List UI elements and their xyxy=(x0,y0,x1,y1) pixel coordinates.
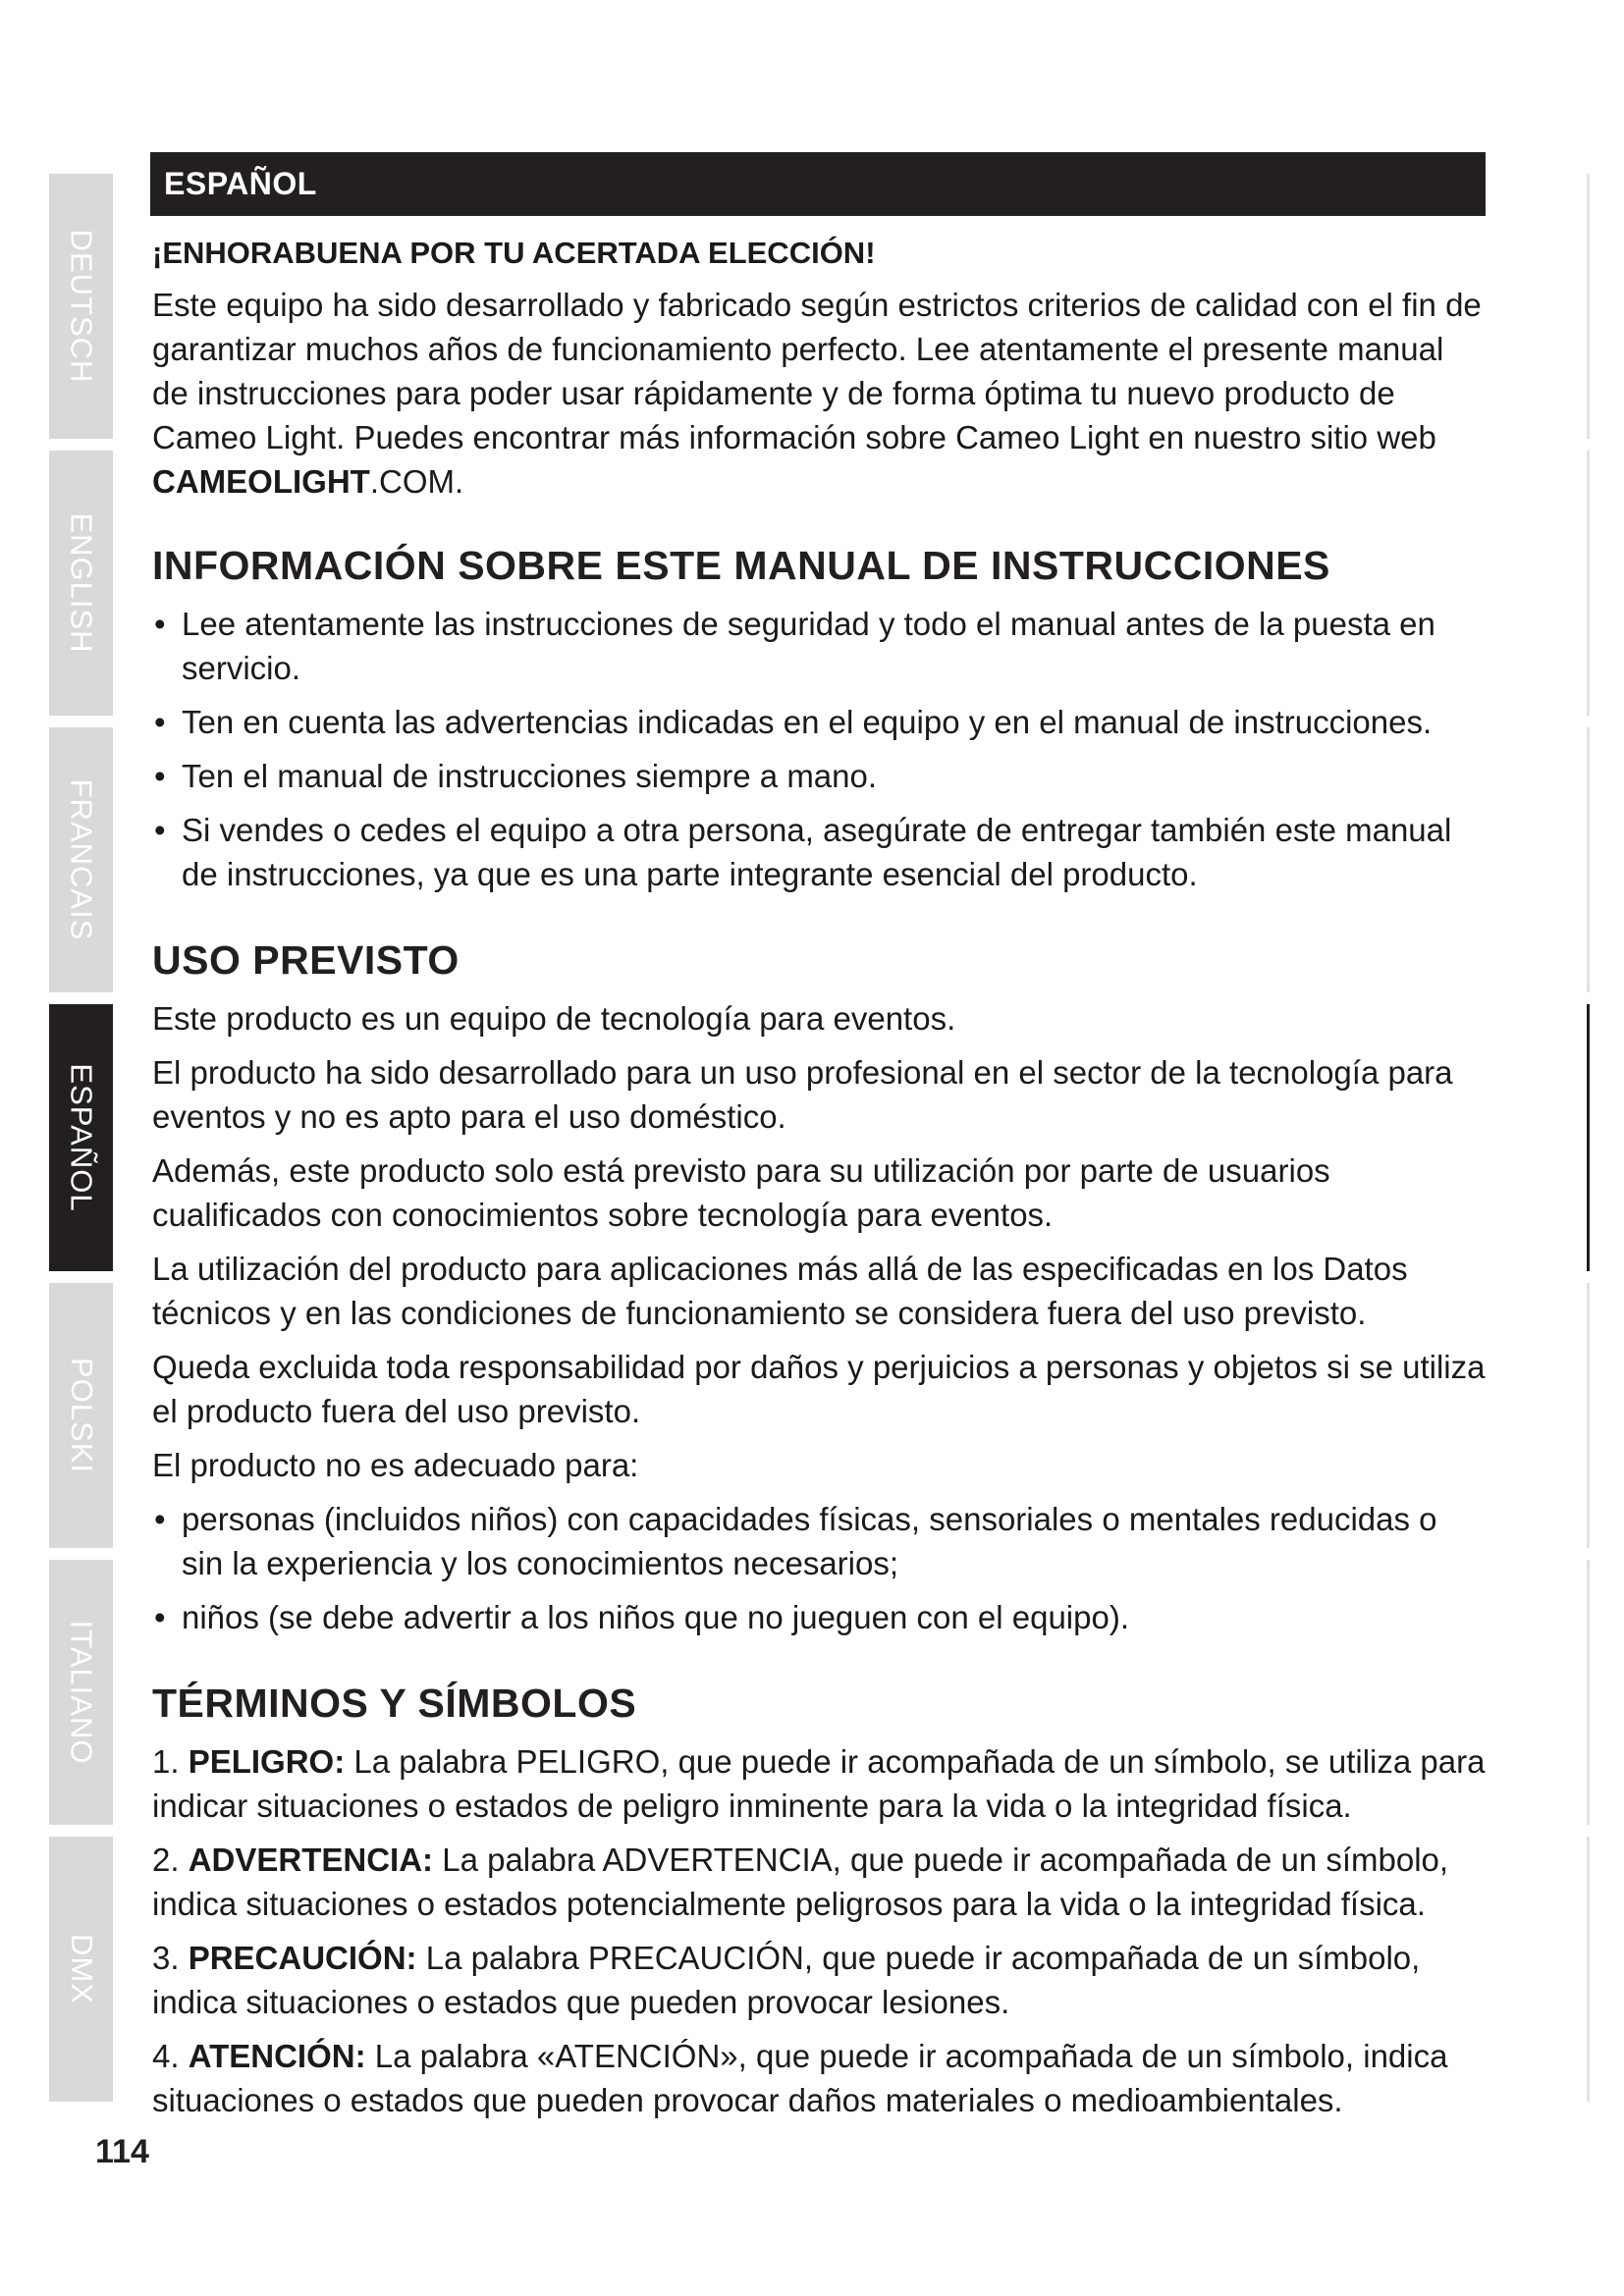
sidebar-tab-label: POLSKI xyxy=(64,1358,99,1473)
term-keyword: ADVERTENCIA: xyxy=(188,1842,434,1878)
sidebar-tab-english[interactable] xyxy=(49,451,113,716)
edge-marker xyxy=(1587,174,1590,439)
intended-use-paragraph: Además, este producto solo está previsto para su utilización por parte de usuarios cualificados con conocimientos sobre tecnología para eventos. xyxy=(152,1152,1330,1233)
sidebar-tab-label: DEUTSCH xyxy=(64,229,99,384)
edge-marker xyxy=(1587,1283,1590,1548)
sidebar-tab-francais[interactable] xyxy=(49,727,113,992)
intro-text: Este equipo ha sido desarrollado y fabricado según estrictos criterios de calidad con el fin de garantizar muchos años de funcionamiento perfecto. Lee atentamente el presente manual de instrucciones para poder usar rápidamente y de forma óptima tu nuevo producto de Cameo Light. Puedes encontrar más información sobre Cameo Light en nuestro sitio web xyxy=(152,287,1482,455)
list-item xyxy=(152,700,1486,744)
section-header-bar xyxy=(150,152,1486,216)
header-language-label: ESPAÑOL xyxy=(164,166,317,201)
not-suitable-list xyxy=(152,1497,1486,1639)
intended-use-paragraph: Este producto es un equipo de tecnología para eventos. xyxy=(152,1000,956,1037)
main-content xyxy=(152,224,1486,2132)
bullet-icon: • xyxy=(154,758,166,794)
list-item xyxy=(152,602,1486,690)
term-number: 3. xyxy=(152,1940,180,1976)
edge-marker xyxy=(1587,1560,1590,1825)
term-number: 4. xyxy=(152,2038,180,2074)
edge-marker xyxy=(1587,451,1590,716)
term-text: La palabra PELIGRO, que puede ir acompañada de un símbolo, se utiliza para indicar situaciones o estados de peligro inminente para la vida o la integridad física. xyxy=(152,1743,1486,1824)
term-keyword: ATENCIÓN: xyxy=(188,2038,366,2074)
list-item xyxy=(152,1497,1486,1585)
bullet-icon: • xyxy=(154,1501,166,1537)
edge-marker xyxy=(1587,1837,1590,2102)
manual-info-heading: INFORMACIÓN SOBRE ESTE MANUAL DE INSTRUCCIONES xyxy=(152,543,1330,588)
list-item-text: niños (se debe advertir a los niños que no jueguen con el equipo). xyxy=(182,1599,1129,1635)
bullet-icon: • xyxy=(154,704,166,740)
intro-paragraph xyxy=(152,283,1486,504)
sidebar-tab-label: ENGLISH xyxy=(64,512,99,654)
term-item xyxy=(152,1838,1486,1926)
website-suffix: .COM. xyxy=(369,463,464,500)
term-number: 1. xyxy=(152,1743,180,1780)
term-item xyxy=(152,1739,1486,1828)
term-text: La palabra PRECAUCIÓN, que puede ir acompañada de un símbolo, indica situaciones o estados que pueden provocar lesiones. xyxy=(152,1940,1421,2020)
sidebar-tab-dmx[interactable] xyxy=(49,1837,113,2102)
list-item-text: Ten en cuenta las advertencias indicadas en el equipo y en el manual de instrucciones. xyxy=(182,704,1433,740)
list-item-text: personas (incluidos niños) con capacidades físicas, sensoriales o mentales reducidas o sin la experiencia y los conocimientos necesarios; xyxy=(182,1501,1437,1581)
terms-heading: TÉRMINOS Y SÍMBOLOS xyxy=(152,1681,637,1726)
intended-use-paragraph: La utilización del producto para aplicaciones más allá de las especificadas en los Datos técnicos y en las condiciones de funcionamiento se considera fuera del uso previsto. xyxy=(152,1251,1408,1331)
sidebar-tab-label: ITALIANO xyxy=(64,1620,99,1765)
list-item xyxy=(152,1595,1486,1639)
term-item xyxy=(152,2034,1486,2122)
list-item-text: Si vendes o cedes el equipo a otra persona, asegúrate de entregar también este manual de instrucciones, ya que es una parte integrante esencial del producto. xyxy=(182,812,1452,892)
website-name: CAMEOLIGHT xyxy=(152,463,370,500)
list-item xyxy=(152,754,1486,798)
edge-marker-active xyxy=(1587,1004,1590,1271)
intended-use-paragraph: El producto no es adecuado para: xyxy=(152,1447,639,1483)
sidebar-tab-italiano[interactable] xyxy=(49,1560,113,1825)
sidebar-tab-label: FRANCAIS xyxy=(64,778,99,941)
sidebar-tab-espanol[interactable] xyxy=(49,1004,113,1271)
sidebar-tab-deutsch[interactable] xyxy=(49,174,113,439)
sidebar-tab-label: ESPAÑOL xyxy=(64,1063,99,1212)
manual-info-list xyxy=(152,602,1486,896)
term-keyword: PELIGRO: xyxy=(188,1743,346,1780)
term-text: La palabra «ATENCIÓN», que puede ir acompañada de un símbolo, indica situaciones o estados que pueden provocar daños materiales o medioambientales. xyxy=(152,2038,1448,2118)
page-number: 114 xyxy=(95,2133,149,2170)
sidebar-tab-label: DMX xyxy=(64,1934,99,2004)
bullet-icon: • xyxy=(154,606,166,642)
term-text: La palabra ADVERTENCIA, que puede ir acompañada de un símbolo, indica situaciones o estados potencialmente peligrosos para la vida o la integridad física. xyxy=(152,1842,1449,1922)
term-item xyxy=(152,1936,1486,2024)
bullet-icon: • xyxy=(154,1599,166,1635)
sidebar-tab-polski[interactable] xyxy=(49,1283,113,1548)
bullet-icon: • xyxy=(154,812,166,848)
intended-use-paragraph: El producto ha sido desarrollado para un uso profesional en el sector de la tecnología para eventos y no es apto para el uso doméstico. xyxy=(152,1054,1453,1135)
term-keyword: PRECAUCIÓN: xyxy=(188,1940,417,1976)
list-item-text: Ten el manual de instrucciones siempre a mano. xyxy=(182,758,878,794)
intended-use-heading: USO PREVISTO xyxy=(152,937,460,983)
list-item-text: Lee atentamente las instrucciones de seguridad y todo el manual antes de la puesta en servicio. xyxy=(182,606,1435,686)
term-number: 2. xyxy=(152,1842,180,1878)
congrats-heading: ¡ENHORABUENA POR TU ACERTADA ELECCIÓN! xyxy=(152,236,876,270)
list-item xyxy=(152,808,1486,896)
intended-use-paragraph: Queda excluida toda responsabilidad por daños y perjuicios a personas y objetos si se utiliza el producto fuera del uso previsto. xyxy=(152,1349,1486,1429)
edge-marker xyxy=(1587,727,1590,992)
